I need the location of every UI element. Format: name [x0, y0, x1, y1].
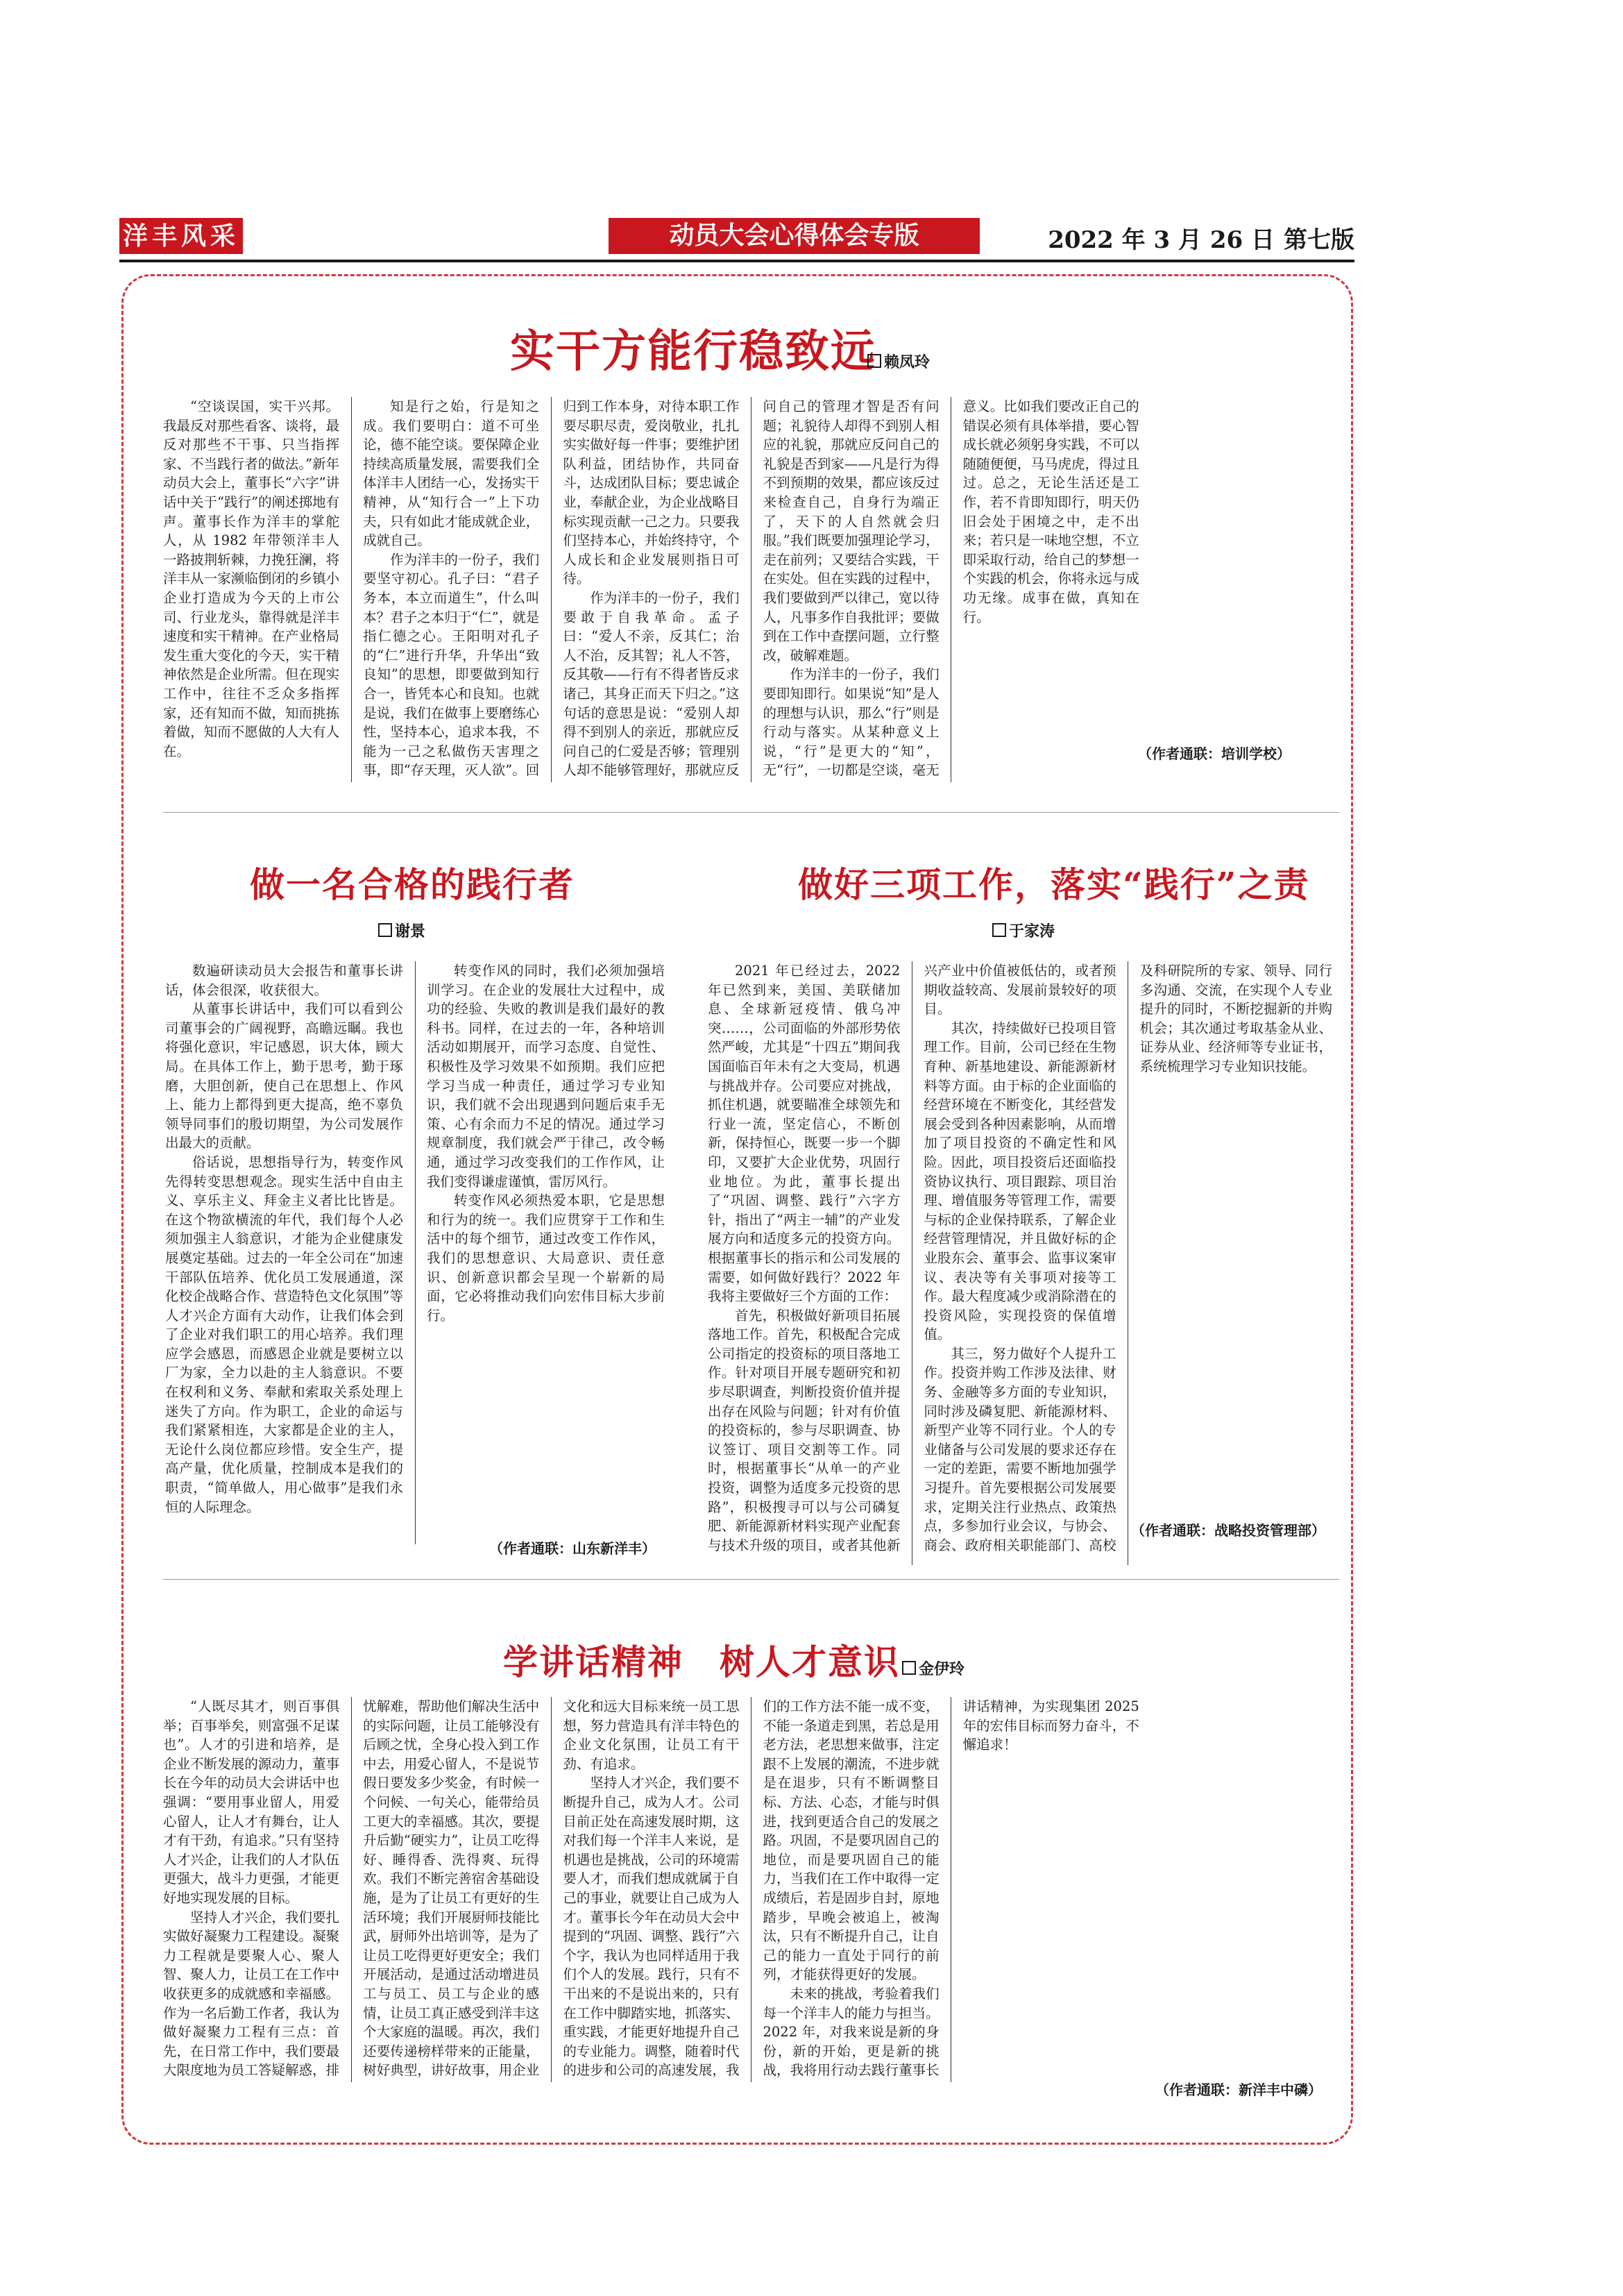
masthead-rule [119, 260, 1354, 262]
author-credit: （作者通联：战略投资管理部） [1131, 1522, 1325, 1539]
byline-box-icon [378, 923, 392, 937]
byline-box-icon [992, 923, 1006, 937]
article-body [708, 961, 1332, 1565]
newspaper-logo: 洋丰风采 [119, 218, 243, 254]
article-byline [867, 351, 930, 372]
page-number: 第七版 [1284, 226, 1354, 254]
article-body [163, 1697, 1339, 2082]
paragraph: 其三，努力做好个人提升工作。投资并购工作涉及法律、财务、金融等多方面的专业知识，同时涉及磷复肥、新能源材料、新型产业等不同行业。个人的专业储备与公司发展的要求还存在一定的差距，需要不断地加强学习提升。首先要根据公司发展要求，定期关注行业热点、政策热点，多参加行业会议，与协会、商会、政府相关职能部门、高校及科研院所的专家、领导、同行多沟通、交流，在实现个人专业提升的同时，不断挖掘新的并购机会；其次通过考取基金从业、证券从业、经济师等专业证书，系统梳理学习专业知识技能。 [924, 963, 1332, 1553]
section-divider [163, 1579, 1339, 1580]
masthead [119, 218, 1354, 257]
paragraph: 首先，积极做好新项目拓展落地工作。首先，积极配合完成公司指定的投资标的项目落地工作。针对项目开展专题研究和初步尽职调查，判断投资价值并提出存在风险与问题；针对有价值的投资标的，参与尽职调查、协议签订、项目交割等工作。同时，根据董事长“从单一的产业投资，调整为适度多元投资的思路”，积极搜寻可以与公司磷复肥、新能源新材料实现产业配套与技术升级的项目，或者其他新兴产业中价值被低估的，或者预期收益较高、发展前景较好的项目。 [708, 963, 1116, 1553]
paragraph: 坚持人才兴企，我们要不断提升自己，成为人才。公司目前正处在高速发展时期，这对我们每一个洋丰人来说，是机遇也是挑战，公司的环境需要人才，而我们想成就属于自己的事业，就要让自己成为人才。董事长今年在动员大会中提到的“巩固、调整、践行”六个字，我认为也同样适用于我们个人的发展。践行，只有不干出来的不是说出来的，只有在工作中脚踏实地，抓落实、重实践，才能更好地提升自己的专业能力。调整，随着时代的进步和公司的高速发展，我们的工作方法不能一成不变，不能一条道走到黑，若总是用老方法，老思想来做事，注定跟不上发展的潮流，不进步就是在退步，只有不断调整目标、方法、心态，才能与时俱进，找到更适合自己的发展之路。巩固，不是要巩固自己的地位，而是要巩固自己的能力，当我们在工作中取得一定成绩后，若是固步自封，原地踏步，早晚会被追上，被淘汰，只有不断提升自己，让自己的能力一直处于同行的前列，才能获得更好的发展。 [563, 1698, 940, 2079]
byline-box-icon [867, 354, 881, 368]
author-name: 谢景 [395, 923, 426, 940]
paragraph: 作为洋丰的一份子，我们要坚守初心。孔子曰：“君子务本，本立而道生”，什么叫本？君子之本归于“仁”，就是指仁德之心。王阳明对孔子的“仁”进行升华，升华出“致良知”的思想，即要做到知行合一，皆凭本心和良知。也就是说，我们在做事上要磨练心性，坚持本心，追求本我，不能为一己之私做伤天害理之事，即“存天理，灭人欲”。回归到工作本身，对待本职工作要尽职尽责，爱岗敬业，扎扎实实做好每一件事；要维护团队利益，团结协作，共同奋斗，达成团队目标；要忠诚企业，奉献企业，为企业战略目标实现贡献一己之力。只要我们坚持本心，并始终持守，个人成长和企业发展则指日可待。 [363, 398, 740, 779]
article-byline [902, 1657, 965, 1679]
paragraph: 坚持人才兴企，我们要扎实做好凝聚力工程建设。凝聚力工程就是要聚人心、聚人智、聚人力，让员工在工作中收获更多的成就感和幸福感。作为一名后勤工作者，我认为做好凝聚力工程有三点：首先，在日常工作中，我们要最大限度地为员工答疑解惑，排忧解难，帮助他们解决生活中的实际问题，让员工能够没有后顾之忧，全身心投入到工作中去，用爱心留人，不是说节假日要发多少奖金，有时候一个问候、一句关心，能带给员工更大的幸福感。其次，要提升后勤“硬实力”，让员工吃得好、睡得香、洗得爽、玩得欢。我们不断完善宿舍基础设施，是为了让员工有更好的生活环境；我们开展厨师技能比武，厨师外出培训等，是为了让员工吃得更好更安全；我们开展活动，是通过活动增进员工与员工、员工与企业的感情，让员工真正感受到洋丰这个大家庭的温暖。再次，我们还要传递榜样带来的正能量，树好典型，讲好故事，用企业文化和远大目标来统一员工思想，努力营造具有洋丰特色的企业文化氛围，让员工有干劲、有追求。 [163, 1698, 740, 2079]
article-byline [992, 920, 1055, 941]
paragraph: 作为洋丰的一份子，我们要敢于自我革命。孟子曰：“爱人不亲，反其仁；治人不治，反其智；礼人不答，反其敬——行有不得者皆反求诸己，其身正而天下归之。”这句话的意思是说：“爱别人却得不到别人的亲近，那就应反问自己的仁爱是否够；管理别人却不能够管理好，那就应反问自己的管理才智是否有问题；礼貌待人却得不到别人相应的礼貌，那就应反问自己的礼貌是否到家——凡是行为得不到预期的效果，都应该反过来检查自己，自身行为端正了，天下的人自然就会归服。”我们既要加强理论学习，走在前列；又要结合实践，干在实处。但在实践的过程中，我们要做到严以律己，宽以待人，凡事多作自我批评；要做到在工作中查摆问题，立行整改，破解难题。 [563, 398, 940, 779]
section-divider [163, 812, 1339, 813]
author-name: 金伊玲 [919, 1661, 965, 1678]
paragraph: “空谈误国，实干兴邦。我最反对那些看客、谈将，最反对那些不干事、只当指挥家、不当践行者的做法。”新年动员大会上，董事长“六字”讲话中关于“践行”的阐述掷地有声。董事长作为洋丰的掌舵人，从 1982 年带领洋丰人一路披荆斩棘，力挽狂澜，将洋丰从一家濒临倒闭的乡镇小企业打造成为今天的上市公司、行业龙头，靠得就是洋丰速度和实干精神。在产业格局发生重大变化的今天，实干精神依然是企业所需。但在现实工作中，往往不乏众多指挥家，还有知而不做，知而挑拣着做，知而不愿做的人大有人在。 [163, 398, 340, 759]
author-credit: （作者通联：新洋丰中磷） [1155, 2082, 1322, 2098]
article-title: 实干方能行稳致远 [510, 326, 876, 378]
paragraph: 俗话说，思想指导行为，转变作风先得转变思想观念。现实生活中自由主义、享乐主义、拜金主义者比比皆是。在这个物欲横流的年代，我们每个人必须加强主人翁意识，才能为企业健康发展奠定基础。过去的一年全公司在“加速干部队伍培养、优化员工发展通道，深化校企战略合作、营造特色文化氛围”等人才兴企方面有大动作，让我们体会到了企业对我们职工的用心培养。我们理应学会感恩，而感恩企业就是要树立以厂为家，全力以赴的主人翁意识。不要在权利和义务、奉献和索取关系处理上迷失了方向。作为职工，企业的命运与我们紧紧相连，大家都是企业的主人，无论什么岗位都应珍惜。安全生产，提高产量，优化质量，控制成本是我们的职责，“简单做人，用心做事”是我们永恒的人际理念。 [165, 1154, 403, 1515]
paragraph: 转变作风必须热爱本职，它是思想和行为的统一。我们应贯穿于工作和生活中的每个细节，通过改变工作作风，我们的思想意识、大局意识、责任意识、创新意识都会呈现一个崭新的局面，它必将推动我们向宏伟目标大步前行。 [427, 1192, 665, 1324]
paragraph: 数遍研读动员大会报告和董事长讲话，体会很深，收获很大。 [165, 963, 403, 998]
paragraph: 知是行之始，行是知之成。我们要明白：道不可坐论，德不能空谈。要保障企业持续高质量发展，需要我们全体洋丰人团结一心，发扬实干精神，从“知行合一”上下功夫，只有如此才能成就企业，成就自己。 [363, 398, 540, 549]
author-credit: （作者通联：培训学校） [1138, 745, 1291, 762]
issue-date: 2022 年 3 月 26 日 [1048, 226, 1275, 254]
byline-box-icon [902, 1661, 916, 1675]
paragraph: “人既尽其才，则百事俱举；百事举矣，则富强不足谋也”。人才的引进和培养，是企业不断发展的源动力，董事长在今年的动员大会讲话中也强调：“要用事业留人，用爱心留人，让人才有舞台，让人才有干劲，有追求。”只有坚持人才兴企，让我们的人才队伍更强大，战斗力更强，才能更好地实现发展的目标。 [163, 1698, 340, 1906]
article-title: 做好三项工作，落实“践行”之责 [798, 864, 1310, 905]
article-byline [378, 920, 425, 941]
paragraph: 作为洋丰的一份子，我们要即知即行。如果说“知”是人的理想与认识，那么“行”则是行动与落实。从某种意义上说，“行”是更大的“知”，无“行”，一切都是空谈，毫无意义。比如我们要改正自己的错误必须有具体举措，要心智成长就必须躬身实践，不可以随随便便，马马虎虎，得过且过。总之，无论生活还是工作，若不肯即知即行，明天仍旧会处于困境之中，走不出来；若只是一味地空想，不立即采取行动，给自己的梦想一个实践的机会，你将永远与成功无缘。成事在做，真知在行。 [763, 398, 1139, 779]
author-name: 于家涛 [1009, 923, 1055, 940]
paragraph: 其次，持续做好已投项目管理工作。目前，公司已经在生物育种、新基地建设、新能源新材料等方面。由于标的企业面临的经营环境在不断变化，其经营发展会受到各种因素影响，从而增加了项目投资的不确定性和风险。因此，项目投资后还面临投资协议执行、项目跟踪、项目治理、增值服务等管理工作，需要与标的企业保持联系，了解企业经营管理情况，并且做好标的企业股东会、董事会、监事议案审议、表决等有关事项对接等工作。最大程度减少或消除潜在的投资风险，实现投资的保值增值。 [924, 1020, 1116, 1343]
paragraph: 未来的挑战，考验着我们每一个洋丰人的能力与担当。2022 年，对我来说是新的身份，新的开始，更是新的挑战，我将用行动去践行董事长讲话精神，为实现集团 2025 年的宏伟目标而努力奋斗，不懈追求！ [763, 1698, 1139, 2079]
article-title: 做一名合格的践行者 [250, 864, 575, 905]
article-body [163, 397, 1339, 782]
paragraph: 2021 年已经过去，2022 年已然到来，美国、美联储加息、全球新冠疫情、俄乌冲突……，公司面临的外部形势依然严峻，尤其是“十四五”期间我国面临百年未有之大变局，机遇与挑战并存。公司要应对挑战，抓住机遇，就要瞄准全球领先和行业一流，坚定信心，不断创新，保持恒心，既要一步一个脚印，又要扩大企业优势，巩固行业地位。为此，董事长提出了“巩固、调整、践行”六字方针，指出了“两主一辅”的产业发展方向和适度多元的投资方向。根据董事长的指示和公司发展的需要，如何做好践行？2022 年我将主要做好三个方面的工作： [708, 963, 901, 1305]
author-name: 赖凤玲 [884, 354, 931, 371]
article-body [165, 961, 665, 1544]
article-title: 学讲话精神 树人才意识 [503, 1641, 900, 1682]
paragraph: 从董事长讲话中，我们可以看到公司董事会的广阔视野，高瞻远瞩。我也将强化意识，牢记感恩，识大体，顾大局。在具体工作上，勤于思考，勤于琢磨，大胆创新，使自己在思想上、作风上、能力上都得到更大提高，绝不辜负领导同事们的殷切期望，为公司发展作出最大的贡献。 [165, 1001, 403, 1151]
author-credit: （作者通联：山东新洋丰） [489, 1540, 656, 1557]
special-edition-banner: 动员大会心得体会专版 [609, 218, 980, 254]
paragraph: 转变作风的同时，我们必须加强培训学习。在企业的发展壮大过程中，成功的经验、失败的教训是我们最好的教科书。同样，在过去的一年，各种培训活动如期展开，而学习态度、自觉性、积极性及学习效果不如预期。我们应把学习当成一种责任，通过学习专业知识，我们就不会出现遇到问题后束手无策、心有余而力不足的情况。通过学习规章制度，我们就会严于律己，改令畅通，通过学习改变我们的工作作风，让我们变得谦虚谨慎，雷厉风行。 [427, 963, 665, 1190]
